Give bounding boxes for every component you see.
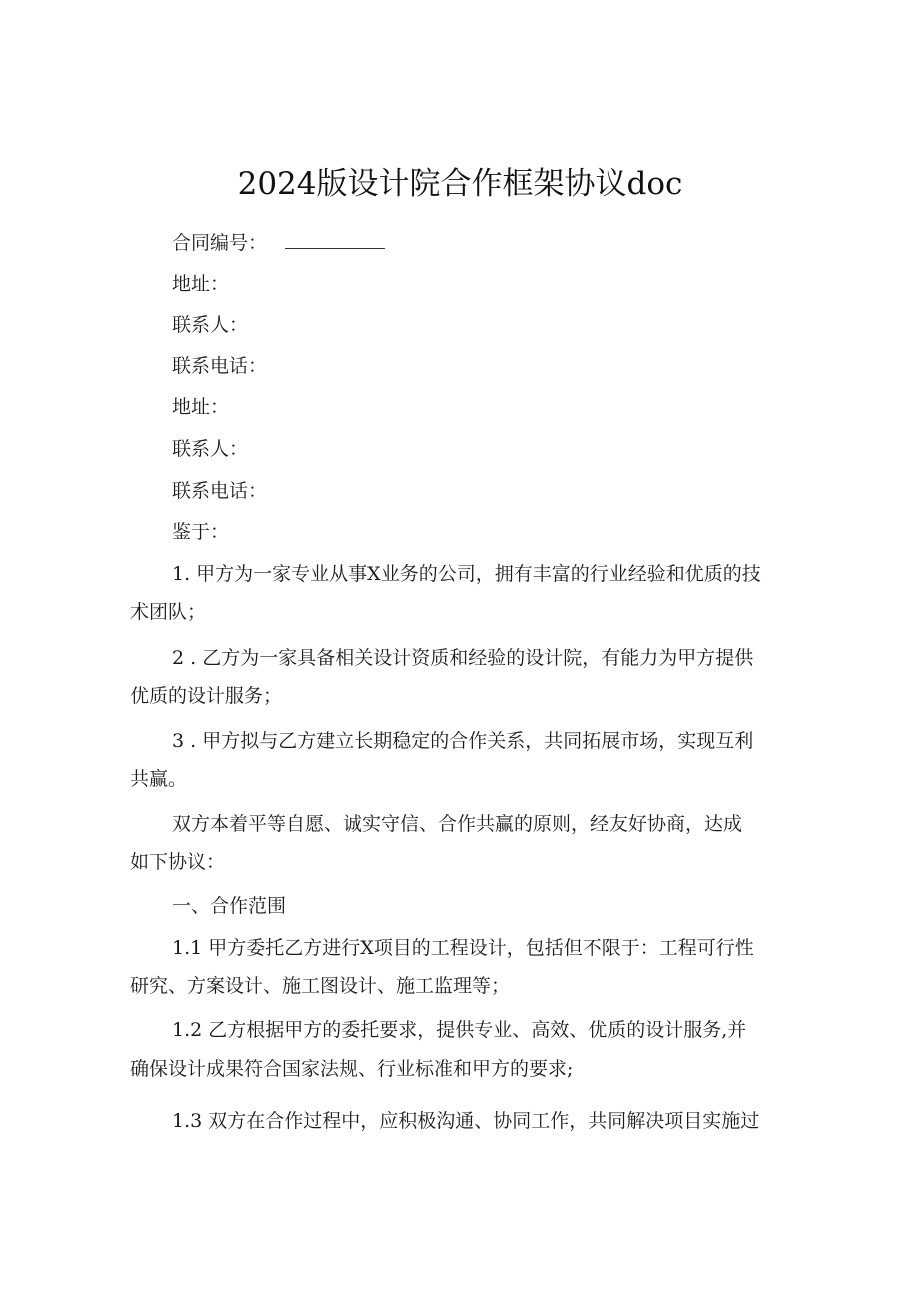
party-a-phone-label: 联系电话：: [172, 355, 268, 377]
party-b-address-label: 地址：: [172, 396, 230, 418]
recital-2-line2: 优质的设计服务；: [130, 685, 283, 707]
party-b-phone-label: 联系电话：: [172, 480, 268, 502]
clause-1-1-line1: 1.1 甲方委托乙方进行X项目的工程设计，包括但不限于：工程可行性: [172, 937, 754, 959]
document-title: 2024版设计院合作框架协议doc: [237, 166, 683, 202]
clause-1-2-line2: 确保设计成果符合国家法规、行业标准和甲方的要求;: [130, 1058, 574, 1080]
section-1-heading: 一、合作范围: [172, 895, 287, 917]
recital-1-line2: 术团队；: [130, 601, 207, 623]
party-a-address-label: 地址：: [172, 273, 230, 295]
clause-1-3-line1: 1.3 双方在合作过程中，应积极沟通、协同工作，共同解决项目实施过: [172, 1110, 760, 1132]
recital-3-line2: 共赢。: [130, 768, 188, 790]
party-a-contact-label: 联系人：: [172, 314, 249, 336]
contract-number-label: 合同编号：: [172, 232, 268, 254]
recital-1-line1: 1. 甲方为一家专业从事X业务的公司，拥有丰富的行业经验和优质的技: [172, 563, 761, 585]
recital-3-line1: 3 . 甲方拟与乙方建立长期稳定的合作关系，共同拓展市场，实现互利: [172, 730, 754, 752]
party-b-contact-label: 联系人：: [172, 438, 249, 460]
clause-1-2-line1: 1.2 乙方根据甲方的委托要求，提供专业、高效、优质的设计服务,并: [172, 1019, 747, 1041]
contract-number-blank: [285, 234, 385, 249]
clause-1-1-line2: 研究、方案设计、施工图设计、施工监理等；: [130, 975, 511, 997]
contract-number-row: [172, 230, 385, 256]
whereas-label: 鉴于：: [172, 521, 230, 543]
recital-2-line1: 2 . 乙方为一家具备相关设计资质和经验的设计院，有能力为甲方提供: [172, 647, 754, 669]
preamble-line1: 双方本着平等自愿、诚实守信、合作共赢的原则，经友好协商，达成: [172, 813, 743, 835]
preamble-line2: 如下协议：: [130, 851, 226, 873]
